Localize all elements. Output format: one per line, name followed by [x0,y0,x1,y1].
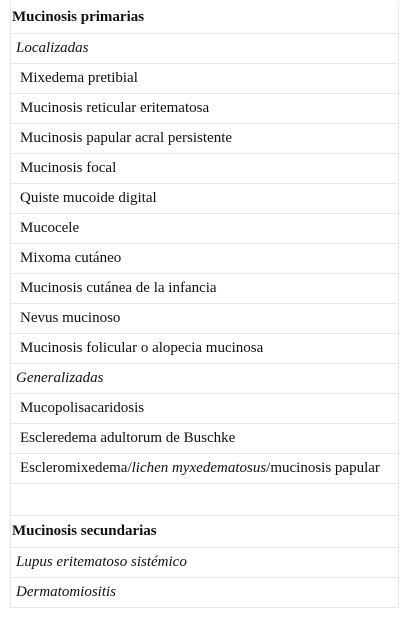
list-item [11,424,398,454]
localized-label: Localizadas [16,40,89,56]
list-item [11,578,398,608]
list-item [11,454,398,484]
item-text: Mucinosis reticular eritematosa [20,100,210,116]
item-text: Mucinosis papular acral persistente [20,130,233,146]
item-text: Mucinosis cutánea de la infancia [20,280,217,296]
localized-subheading [11,34,398,64]
item-text: Lupus eritematoso sistémico [16,554,187,570]
item-text: Mixoma cutáneo [20,250,122,266]
item-text: Mucinosis folicular o alopecia mucinosa [20,340,264,356]
list-item [11,274,398,304]
mucinosis-classification-table [10,2,399,608]
list-item [11,394,398,424]
item-text: Quiste mucoide digital [20,190,157,206]
item-text: Escleredema adultorum de Buschke [20,430,236,446]
primary-mucinosis-heading [11,2,398,34]
item-text: Nevus mucinoso [20,310,121,326]
list-item [11,304,398,334]
list-item [11,184,398,214]
list-item [11,124,398,154]
list-item [11,214,398,244]
list-item [11,244,398,274]
item-text-part1: Escleromixedema/ [20,460,132,476]
item-text-italic: lichen myxedematosus [131,460,267,476]
primary-mucinosis-title: Mucinosis primarias [12,9,145,25]
list-item [11,154,398,184]
list-item [11,94,398,124]
blank-row [11,484,398,516]
generalized-label: Generalizadas [16,370,104,386]
list-item [11,64,398,94]
list-item [11,334,398,364]
generalized-subheading [11,364,398,394]
secondary-mucinosis-title: Mucinosis secundarias [12,523,157,539]
item-text: Mucinosis focal [20,160,117,176]
item-text: Mucopolisacaridosis [20,400,145,416]
secondary-mucinosis-heading [11,516,398,548]
item-text-part3: /mucinosis papular [266,460,380,476]
item-text: Mucocele [20,220,80,236]
item-text: Mixedema pretibial [20,70,138,86]
list-item [11,548,398,578]
item-text: Dermatomiositis [16,584,117,600]
